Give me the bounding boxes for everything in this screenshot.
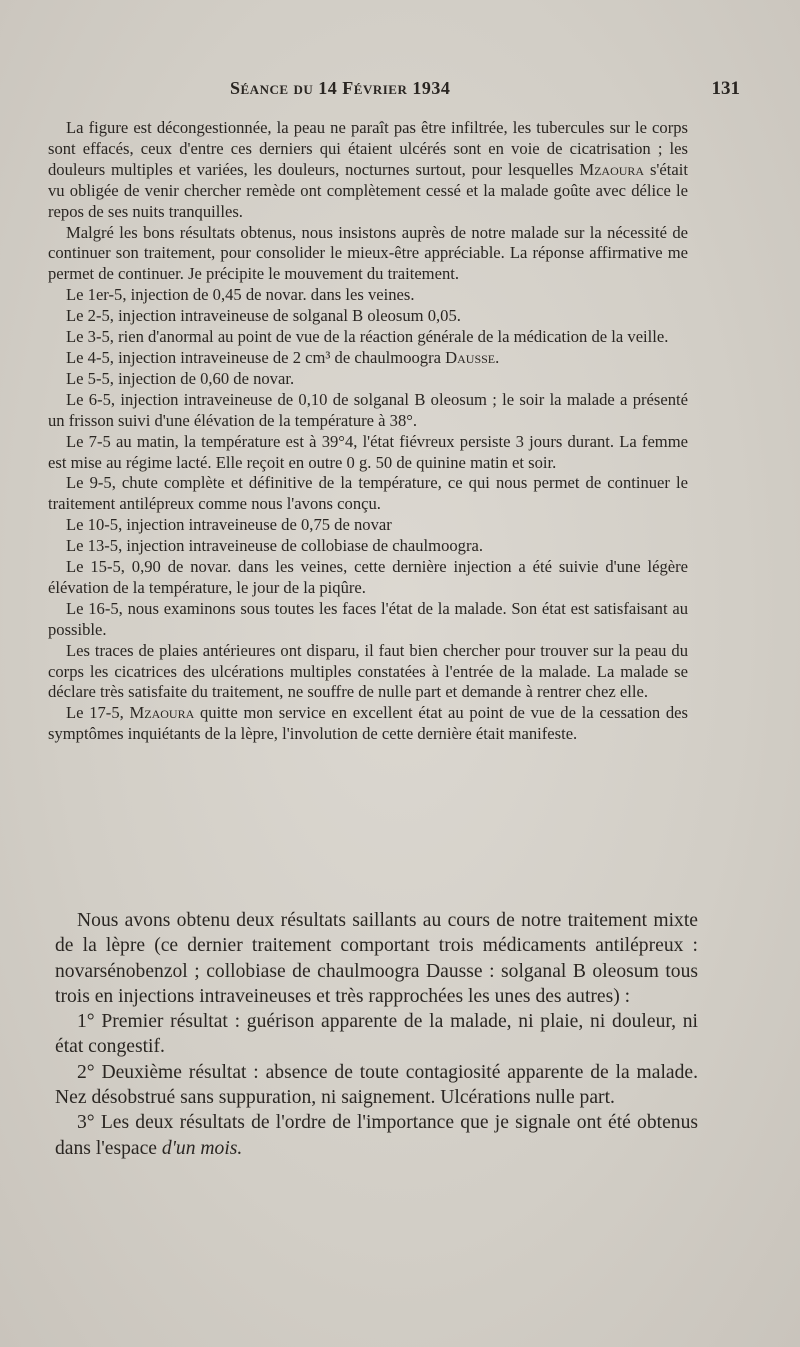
page-number: 131 (711, 78, 740, 99)
entry-13-5: Le 13-5, injection intraveineuse de collobiase de chaulmoogra. (66, 536, 483, 556)
result-third (55, 1110, 698, 1161)
paragraph-continuation: Malgré les bons résultats obtenus, nous insistons auprès de notre malade sur la nécessité de continuer son traitement, pour consolider le mieux-être appréciable. La réponse affirmative me permet de continuer. Je précipite le mouvement du traitement. (48, 222, 688, 284)
entry-7-5: Le 7-5 au matin, la température est à 39°4, l'état fiévreux persiste 3 jours durant. La femme est mise au régime lacté. Elle reçoit en outre 0 g. 50 de quinine matin et soir. (48, 431, 688, 472)
entry-2-5: Le 2-5, injection intraveineuse de solganal B oleosum 0,05. (66, 306, 461, 326)
paragraph-scars: Les traces de plaies antérieures ont disparu, il faut bien chercher pour trouver sur la peau du corps les cicatrices des ulcérations multiples constatées à l'entrée de la malade. La malade se déclare très satisfaite du traitement, ne souffre de nulle part et demande à rentrer chez elle. (48, 640, 688, 702)
conclusion-section (55, 908, 698, 1161)
result-third-emphasis: d'un mois. (161, 1137, 243, 1159)
entry-16-5: Le 16-5, nous examinons sous toutes les faces l'état de la malade. Son état est satisfaisant au possible. (48, 598, 688, 639)
proper-name: Dausse (445, 347, 496, 367)
entry-10-5: Le 10-5, injection intraveineuse de 0,75 de novar (66, 515, 392, 535)
entry-17-5: Le 17-5, Mzaoura quitte mon service en excellent état au point de vue de la cessation des symptômes inquiétants de la lèpre, l'involution de cette dernière était manifeste. (48, 703, 688, 744)
proper-name: Mzaoura (579, 159, 645, 179)
entry-5-5: Le 5-5, injection de 0,60 de novar. (66, 368, 295, 388)
running-title: Séance du 14 Février 1934 (230, 78, 451, 98)
running-header (50, 78, 740, 104)
result-third-text: 3° Les deux résultats de l'ordre de l'importance que je signale ont été obtenus dans l'espace (55, 1112, 698, 1159)
entry-3-5: Le 3-5, rien d'anormal au point de vue de la réaction générale de la médication de la veille. (66, 327, 669, 347)
entry-15-5: Le 15-5, 0,90 de novar. dans les veines, cette dernière injection a été suivie d'une légère élévation de la température, le jour de la piqûre. (48, 557, 688, 597)
proper-name: Mzaoura (129, 703, 195, 723)
paragraph-congestion: La figure est décongestionnée, la peau ne paraît pas être infiltrée, les tubercules sur le corps sont effacés, ceux d'entre ces derniers qui étaient ulcérés sont en voie de cicatrisation ; les douleurs multiples et variées, les douleurs, nocturnes surtout, pour lesquelles Mzaoura s'était vu obligée de venir chercher remède ont complètement cessé et la malade goûte avec délice le repos de ses nuits tranquilles. (48, 118, 688, 221)
entry-6-5: Le 6-5, injection intraveineuse de 0,10 de solganal B oleosum ; le soir la malade a présenté un frisson suivi d'une élévation de la température à 38°. (48, 389, 688, 430)
entry-4-5: Le 4-5, injection intraveineuse de 2 cm³ de chaulmoogra Dausse. (66, 347, 500, 367)
entry-1-5: Le 1er-5, injection de 0,45 de novar. dans les veines. (66, 285, 415, 305)
case-notes (48, 118, 688, 745)
result-first: 1° Premier résultat : guérison apparente de la malade, ni plaie, ni douleur, ni état congestif. (55, 1011, 698, 1058)
result-second: 2° Deuxième résultat : absence de toute contagiosité apparente de la malade. Nez désobstrué sans suppuration, ni saignement. Ulcérations nulle part. (55, 1061, 698, 1109)
entry-9-5: Le 9-5, chute complète et définitive de la température, ce qui nous permet de continuer le traitement antilépreux comme nous l'avons conçu. (48, 473, 688, 514)
conclusion-intro: Nous avons obtenu deux résultats saillants au cours de notre traitement mixte de la lèpre (ce dernier traitement comportant trois médicaments antilépreux : novarsénobenzol ; collobiase de chaulmoogra Dausse : solganal B oleosum tous trois en injections intraveineuses et très rapprochées les unes des autres) : (55, 910, 698, 1007)
